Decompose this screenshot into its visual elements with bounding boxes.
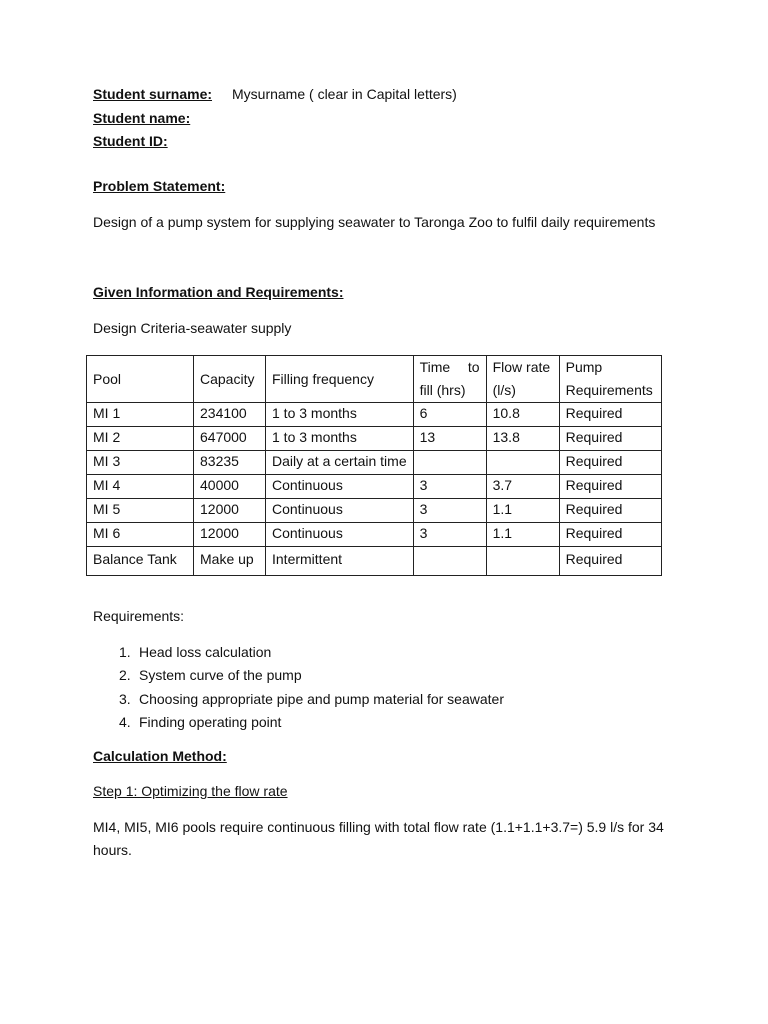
cell-frequency: 1 to 3 months — [266, 427, 414, 451]
student-id-label: Student ID: — [93, 133, 168, 149]
list-number: 4. — [119, 713, 131, 730]
cell-pool: MI 6 — [87, 523, 194, 547]
cell-capacity: 40000 — [194, 475, 266, 499]
list-item — [93, 642, 504, 665]
table-row — [87, 499, 662, 523]
list-number: 3. — [119, 690, 131, 707]
cell-capacity: 647000 — [194, 427, 266, 451]
problem-heading: Problem Statement: — [93, 178, 226, 194]
cell-pool: MI 4 — [87, 475, 194, 499]
cell-flow: 13.8 — [486, 427, 559, 451]
surname-label: Student surname: — [93, 86, 213, 102]
cell-flow: 10.8 — [486, 403, 559, 427]
list-number: 1. — [119, 644, 131, 660]
header-capacity: Capacity — [194, 356, 266, 403]
table-row — [87, 403, 662, 427]
list-text: System curve of the pump — [139, 667, 302, 684]
cell-flow — [486, 547, 559, 576]
problem-text: Design of a pump system for supplying seawater to Taronga Zoo to fulfil daily requirements — [93, 214, 656, 230]
requirements-list — [93, 642, 504, 735]
list-text: Choosing appropriate pipe and pump material for seawater — [139, 690, 504, 707]
table-row — [87, 475, 662, 499]
calculation-paragraph-line2: hours. — [93, 842, 132, 858]
header-flow-a: Flow rate — [492, 359, 551, 375]
cell-pool: MI 5 — [87, 499, 194, 523]
header-pump-a: Pump — [565, 359, 603, 375]
cell-time: 13 — [413, 427, 486, 451]
cell-pump: Required — [559, 451, 661, 475]
cell-pool: MI 2 — [87, 427, 194, 451]
header-flow-b: (l/s) — [492, 382, 516, 398]
surname-value: Mysurname ( clear in Capital letters) — [232, 86, 457, 102]
calculation-paragraph-line1: MI4, MI5, MI6 pools require continuous filling with total flow rate (1.1+1.1+3.7=) 5.9 l/s for 34 — [93, 819, 664, 835]
header-pump-requirements — [559, 356, 661, 403]
table-row — [87, 427, 662, 451]
table-row — [87, 451, 662, 475]
cell-pool: MI 3 — [87, 451, 194, 475]
design-criteria-subheading: Design Criteria-seawater supply — [93, 320, 292, 336]
cell-frequency: Continuous — [266, 523, 414, 547]
cell-flow: 3.7 — [486, 475, 559, 499]
header-time-c: fill (hrs) — [419, 382, 466, 398]
calculation-heading: Calculation Method: — [93, 748, 227, 764]
cell-time: 3 — [413, 475, 486, 499]
student-name-label: Student name: — [93, 110, 191, 126]
cell-capacity: 234100 — [194, 403, 266, 427]
cell-flow: 1.1 — [486, 523, 559, 547]
list-item — [93, 689, 504, 712]
header-pool: Pool — [87, 356, 194, 403]
list-item — [93, 712, 504, 735]
cell-pump: Required — [559, 475, 661, 499]
cell-pool: MI 1 — [87, 403, 194, 427]
step1-heading: Step 1: Optimizing the flow rate — [93, 783, 288, 799]
requirements-heading: Requirements: — [93, 608, 185, 624]
cell-frequency: Daily at a certain time — [266, 451, 414, 475]
cell-flow — [486, 451, 559, 475]
cell-flow: 1.1 — [486, 499, 559, 523]
header-time-b: to — [467, 359, 480, 375]
cell-pump: Required — [559, 403, 661, 427]
cell-frequency: Continuous — [266, 475, 414, 499]
cell-time — [413, 547, 486, 576]
header-flow-rate — [486, 356, 559, 403]
header-time-to-fill — [413, 356, 486, 403]
cell-time: 3 — [413, 523, 486, 547]
cell-time: 3 — [413, 499, 486, 523]
cell-capacity: 12000 — [194, 499, 266, 523]
list-number: 2. — [119, 667, 131, 684]
list-text: Head loss calculation — [139, 644, 272, 660]
cell-capacity: 12000 — [194, 523, 266, 547]
table-row — [87, 547, 662, 576]
cell-frequency: 1 to 3 months — [266, 403, 414, 427]
cell-frequency: Intermittent — [266, 547, 414, 576]
cell-pump: Required — [559, 427, 661, 451]
header-filling-frequency: Filling frequency — [266, 356, 414, 403]
list-text: Finding operating point — [139, 713, 282, 730]
cell-pump: Required — [559, 499, 661, 523]
list-item — [93, 665, 504, 688]
cell-pump: Required — [559, 547, 661, 576]
design-criteria-table — [86, 355, 662, 576]
table-header-row — [87, 356, 662, 403]
cell-time: 6 — [413, 403, 486, 427]
cell-pump: Required — [559, 523, 661, 547]
cell-capacity: Make up — [194, 547, 266, 576]
cell-pool: Balance Tank — [87, 547, 194, 576]
header-pump-b: Requirements — [565, 382, 653, 398]
cell-frequency: Continuous — [266, 499, 414, 523]
cell-capacity: 83235 — [194, 451, 266, 475]
header-time-a: Time — [419, 359, 451, 375]
given-heading: Given Information and Requirements: — [93, 284, 344, 300]
table-row — [87, 523, 662, 547]
cell-time — [413, 451, 486, 475]
